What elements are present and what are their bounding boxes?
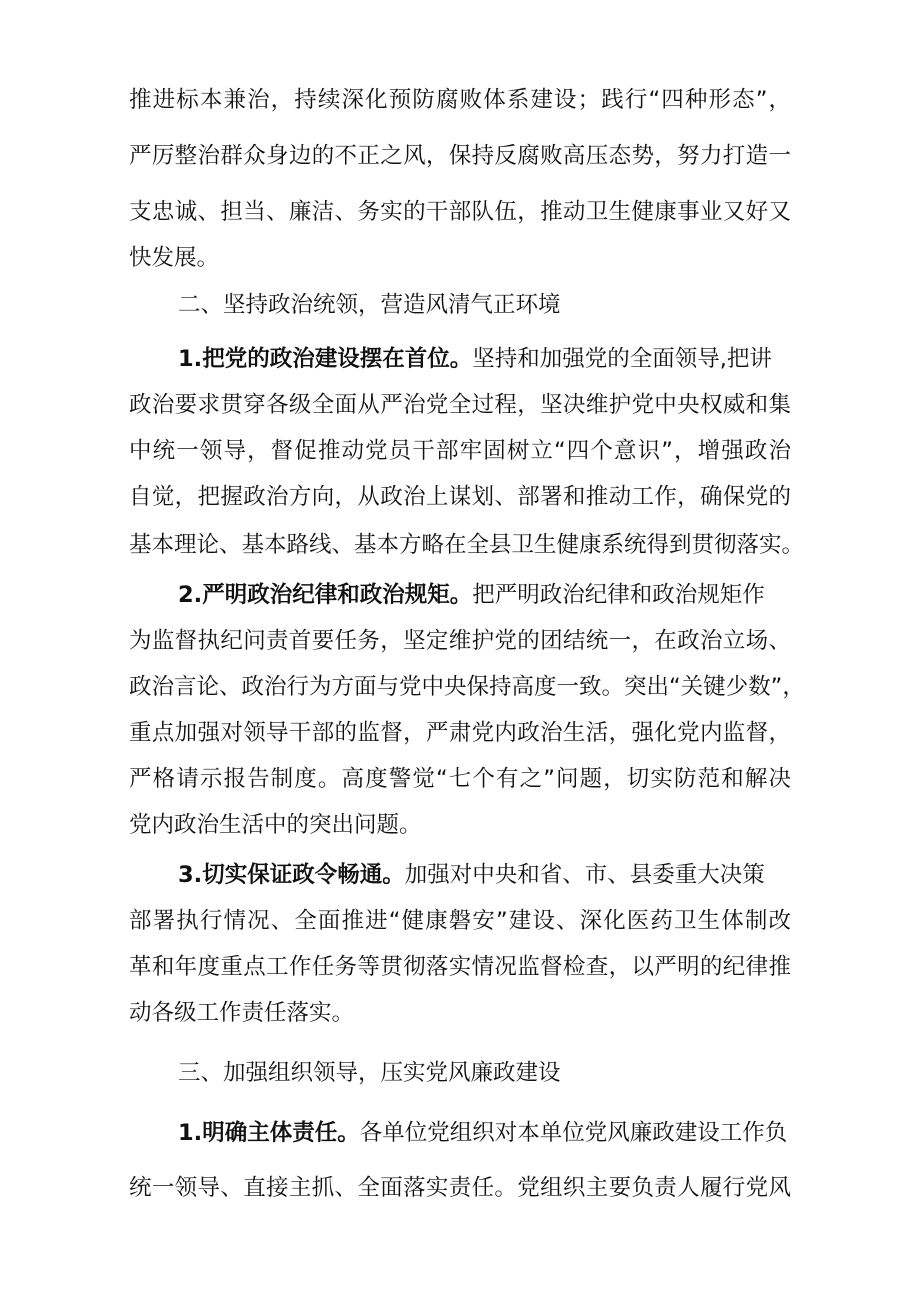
- item-text: 坚持和加强党的全面领导,把讲: [472, 346, 772, 372]
- item-lead: 3.切实保证政令畅通。: [178, 862, 405, 888]
- paragraph-line: [0, 945, 920, 989]
- text-line: 严格请示报告制度。高度警觉“七个有之”问题，切实防范和解决: [129, 766, 791, 792]
- text-line: 政治要求贯穿各级全面从严治党全过程，坚决维护党中央权威和集: [129, 392, 791, 418]
- paragraph-line: [0, 853, 920, 897]
- item-text: 加强对中央和省、市、县委重大决策: [404, 862, 765, 888]
- item-first-line: [178, 1111, 791, 1155]
- paragraph-line: [0, 1111, 920, 1155]
- text-line: 推进标本兼治，持续深化预防腐败体系建设；践行“四种形态”，: [129, 87, 791, 113]
- item-text: 把严明政治纪律和政治规矩作: [472, 582, 765, 608]
- paragraph-line: [0, 190, 920, 234]
- paragraph-line: [0, 711, 920, 755]
- paragraph-line: [0, 899, 920, 943]
- text-line: 统一领导、直接主抓、全面落实责任。党组织主要负责人履行党风: [129, 1175, 791, 1201]
- paragraph-line: [0, 236, 920, 280]
- item-text: 各单位党组织对本单位党风廉政建设工作负: [359, 1120, 788, 1146]
- paragraph-line: [0, 573, 920, 617]
- paragraph-line: [0, 475, 920, 519]
- text-line: 重点加强对领导干部的监督，严肃党内政治生活，强化党内监督，: [129, 720, 791, 746]
- item-first-line: [178, 337, 791, 381]
- text-line: 为监督执纪问责首要任务，坚定维护党的团结统一，在政治立场、: [129, 628, 791, 654]
- section-heading-text: 三、加强组织领导，压实党风廉政建设: [178, 1060, 561, 1086]
- item-lead: 1.把党的政治建设摆在首位。: [178, 346, 473, 372]
- paragraph-line: [0, 619, 920, 663]
- item-first-line: [178, 573, 791, 617]
- text-line: 政治言论、政治行为方面与党中央保持高度一致。突出“关键少数”，: [129, 674, 805, 700]
- paragraph-line: [0, 991, 920, 1035]
- text-line: 支忠诚、担当、廉洁、务实的干部队伍，推动卫生健康事业又好又: [129, 199, 791, 225]
- paragraph-line: [0, 337, 920, 381]
- text-line: 快发展。: [129, 245, 220, 271]
- paragraph-line: [0, 383, 920, 427]
- text-line: 自觉，把握政治方向，从政治上谋划、部署和推动工作，确保党的: [129, 484, 791, 510]
- paragraph-line: [0, 523, 920, 567]
- text-line: 党内政治生活中的突出问题。: [129, 812, 422, 838]
- text-line: 严厉整治群众身边的不正之风，保持反腐败高压态势，努力打造一: [129, 143, 791, 169]
- section-heading-text: 二、坚持政治统领，营造风清气正环境: [178, 292, 561, 318]
- text-line: 部署执行情况、全面推进“健康磐安”建设、深化医药卫生体制改: [129, 908, 791, 934]
- item-lead: 2.严明政治纪律和政治规矩。: [178, 582, 473, 608]
- paragraph-line: [0, 78, 920, 122]
- paragraph-line: [0, 757, 920, 801]
- paragraph-line: [0, 1051, 920, 1095]
- text-line: 基本理论、基本路线、基本方略在全县卫生健康系统得到贯彻落实。: [129, 532, 805, 558]
- paragraph-line: [0, 665, 920, 709]
- paragraph-line: [0, 429, 920, 473]
- item-first-line: [178, 853, 791, 897]
- text-line: 中统一领导，督促推动党员干部牢固树立“四个意识”，增强政治: [129, 438, 791, 464]
- text-line: 革和年度重点工作任务等贯彻落实情况监督检查，以严明的纪律推: [129, 954, 791, 980]
- paragraph-line: [0, 1166, 920, 1210]
- paragraph-line: [0, 803, 920, 847]
- item-lead: 1.明确主体责任。: [178, 1120, 360, 1146]
- paragraph-line: [0, 134, 920, 178]
- section-heading: [0, 283, 920, 327]
- text-line: 动各级工作责任落实。: [129, 1000, 355, 1026]
